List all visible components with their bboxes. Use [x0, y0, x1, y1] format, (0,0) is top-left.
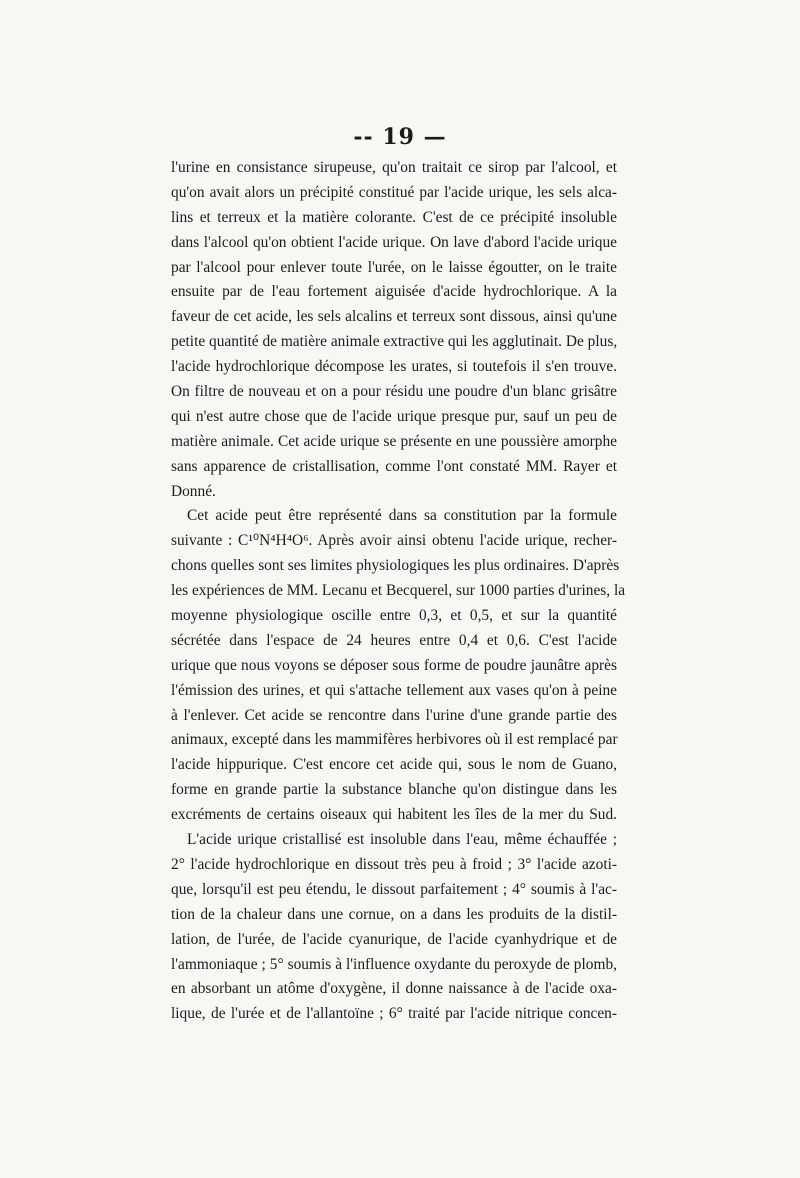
text-line: animaux, excepté dans les mammifères herbivores où il est remplacé par: [171, 731, 618, 749]
text-line: sécrétée dans l'espace de 24 heures entre 0,4 et 0,6. C'est l'acide: [171, 631, 617, 649]
text-line: tion de la chaleur dans une cornue, on a dans les produits de la distil-: [171, 905, 617, 923]
text-line: Cet acide peut être représenté dans sa constitution par la formule: [187, 507, 617, 525]
text-line: l'acide hippurique. C'est encore cet acide qui, sous le nom de Guano,: [171, 756, 617, 774]
text-line: lins et terreux et la matière colorante. C'est de ce précipité insoluble: [171, 208, 617, 226]
text-line: l'ammoniaque ; 5° soumis à l'influence oxydante du peroxyde de plomb,: [171, 955, 617, 973]
page-number: -- 19 —: [353, 124, 447, 150]
text-line: petite quantité de matière animale extractive qui les agglutinait. De plus,: [171, 333, 618, 351]
text-line: lique, de l'urée et de l'allantoïne ; 6° traité par l'acide nitrique concen-: [171, 1005, 617, 1023]
body-text: [171, 156, 626, 1027]
text-line: l'acide hydrochlorique décompose les urates, si toutefois il s'en trouve.: [171, 358, 617, 376]
text-line: dans l'alcool qu'on obtient l'acide urique. On lave d'abord l'acide urique: [171, 233, 617, 251]
text-line: les expériences de MM. Lecanu et Becquerel, sur 1000 parties d'urines, la: [171, 582, 626, 600]
text-line: 2° l'acide hydrochlorique en dissout très peu à froid ; 3° l'acide azoti-: [171, 855, 617, 873]
text-line: que, lorsqu'il est peu étendu, le dissout parfaitement ; 4° soumis à l'ac-: [171, 880, 617, 898]
text-line: ensuite par de l'eau fortement aiguisée d'acide hydrochlorique. A la: [171, 283, 617, 301]
text-line: excréments de certains oiseaux qui habitent les îles de la mer du Sud.: [171, 806, 617, 824]
text-line: faveur de cet acide, les sels alcalins et terreux sont dissous, ainsi qu'une: [171, 308, 617, 326]
text-line: urique que nous voyons se déposer sous forme de poudre jaunâtre après: [171, 656, 617, 674]
text-line: On filtre de nouveau et on a pour résidu une poudre d'un blanc grisâtre: [171, 383, 617, 401]
text-line: moyenne physiologique oscille entre 0,3, et 0,5, et sur la quantité: [171, 607, 617, 625]
text-line: L'acide urique cristallisé est insoluble dans l'eau, même échauffée ;: [187, 831, 617, 849]
text-line: suivante : C¹⁰N⁴H⁴O⁶. Après avoir ainsi obtenu l'acide urique, recher-: [171, 532, 617, 550]
text-line: sans apparence de cristallisation, comme l'ont constaté MM. Rayer et: [171, 457, 617, 475]
text-line: chons quelles sont ses limites physiologiques les plus ordinaires. D'après: [171, 557, 620, 575]
text-line: qu'on avait alors un précipité constitué par l'acide urique, les sels alca-: [171, 183, 617, 201]
text-line: Donné.: [171, 482, 216, 500]
text-line: à l'enlever. Cet acide se rencontre dans l'urine d'une grande partie des: [171, 706, 617, 724]
text-line: par l'alcool pour enlever toute l'urée, on le laisse égoutter, on le traite: [171, 258, 617, 276]
text-line: en absorbant un atôme d'oxygène, il donne naissance à de l'acide oxa-: [171, 980, 617, 998]
text-line: l'émission des urines, et qui s'attache tellement aux vases qu'on à peine: [171, 681, 617, 699]
text-line: matière animale. Cet acide urique se présente en une poussière amorphe: [171, 432, 617, 450]
text-line: lation, de l'urée, de l'acide cyanurique, de l'acide cyanhydrique et de: [171, 930, 617, 948]
text-line: qui n'est autre chose que de l'acide urique presque pur, sauf un peu de: [171, 407, 617, 425]
text-line: l'urine en consistance sirupeuse, qu'on traitait ce sirop par l'alcool, et: [171, 159, 617, 176]
text-line: forme en grande partie la substance blanche qu'on distingue dans les: [171, 781, 617, 799]
